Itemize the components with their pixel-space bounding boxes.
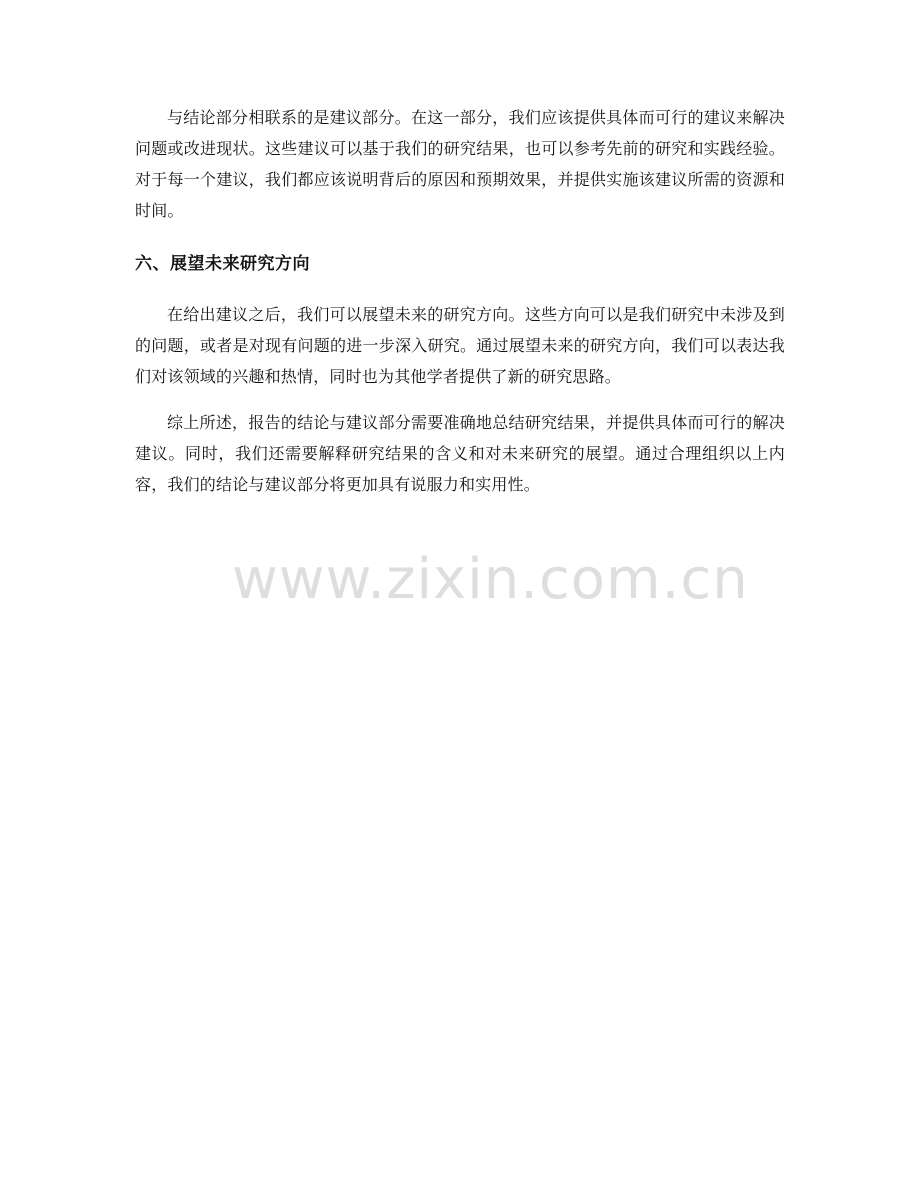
body-paragraph: 在给出建议之后，我们可以展望未来的研究方向。这些方向可以是我们研究中未涉及到的问题，或者是对现有问题的进一步深入研究。通过展望未来的研究方向，我们可以表达我们对该领域的兴趣和热情，同时也为其他学者提供了新的研究思路。 xyxy=(135,305,785,386)
section-heading: 六、展望未来研究方向 xyxy=(135,254,310,274)
body-paragraph: 综上所述，报告的结论与建议部分需要准确地总结研究结果，并提供具体而可行的解决建议。同时，我们还需要解释研究结果的含义和对未来研究的展望。通过合理组织以上内容，我们的结论与建议部分将更加具有说服力和实用性。 xyxy=(135,413,785,494)
body-paragraph: 与结论部分相联系的是建议部分。在这一部分，我们应该提供具体而可行的建议来解决问题或改进现状。这些建议可以基于我们的研究结果，也可以参考先前的研究和实践经验。对于每一个建议，我们都应该说明背后的原因和预期效果，并提供实施该建议所需的资源和时间。 xyxy=(135,108,785,220)
watermark: www.zixin.com.cn xyxy=(232,547,749,612)
document-body xyxy=(135,102,785,500)
